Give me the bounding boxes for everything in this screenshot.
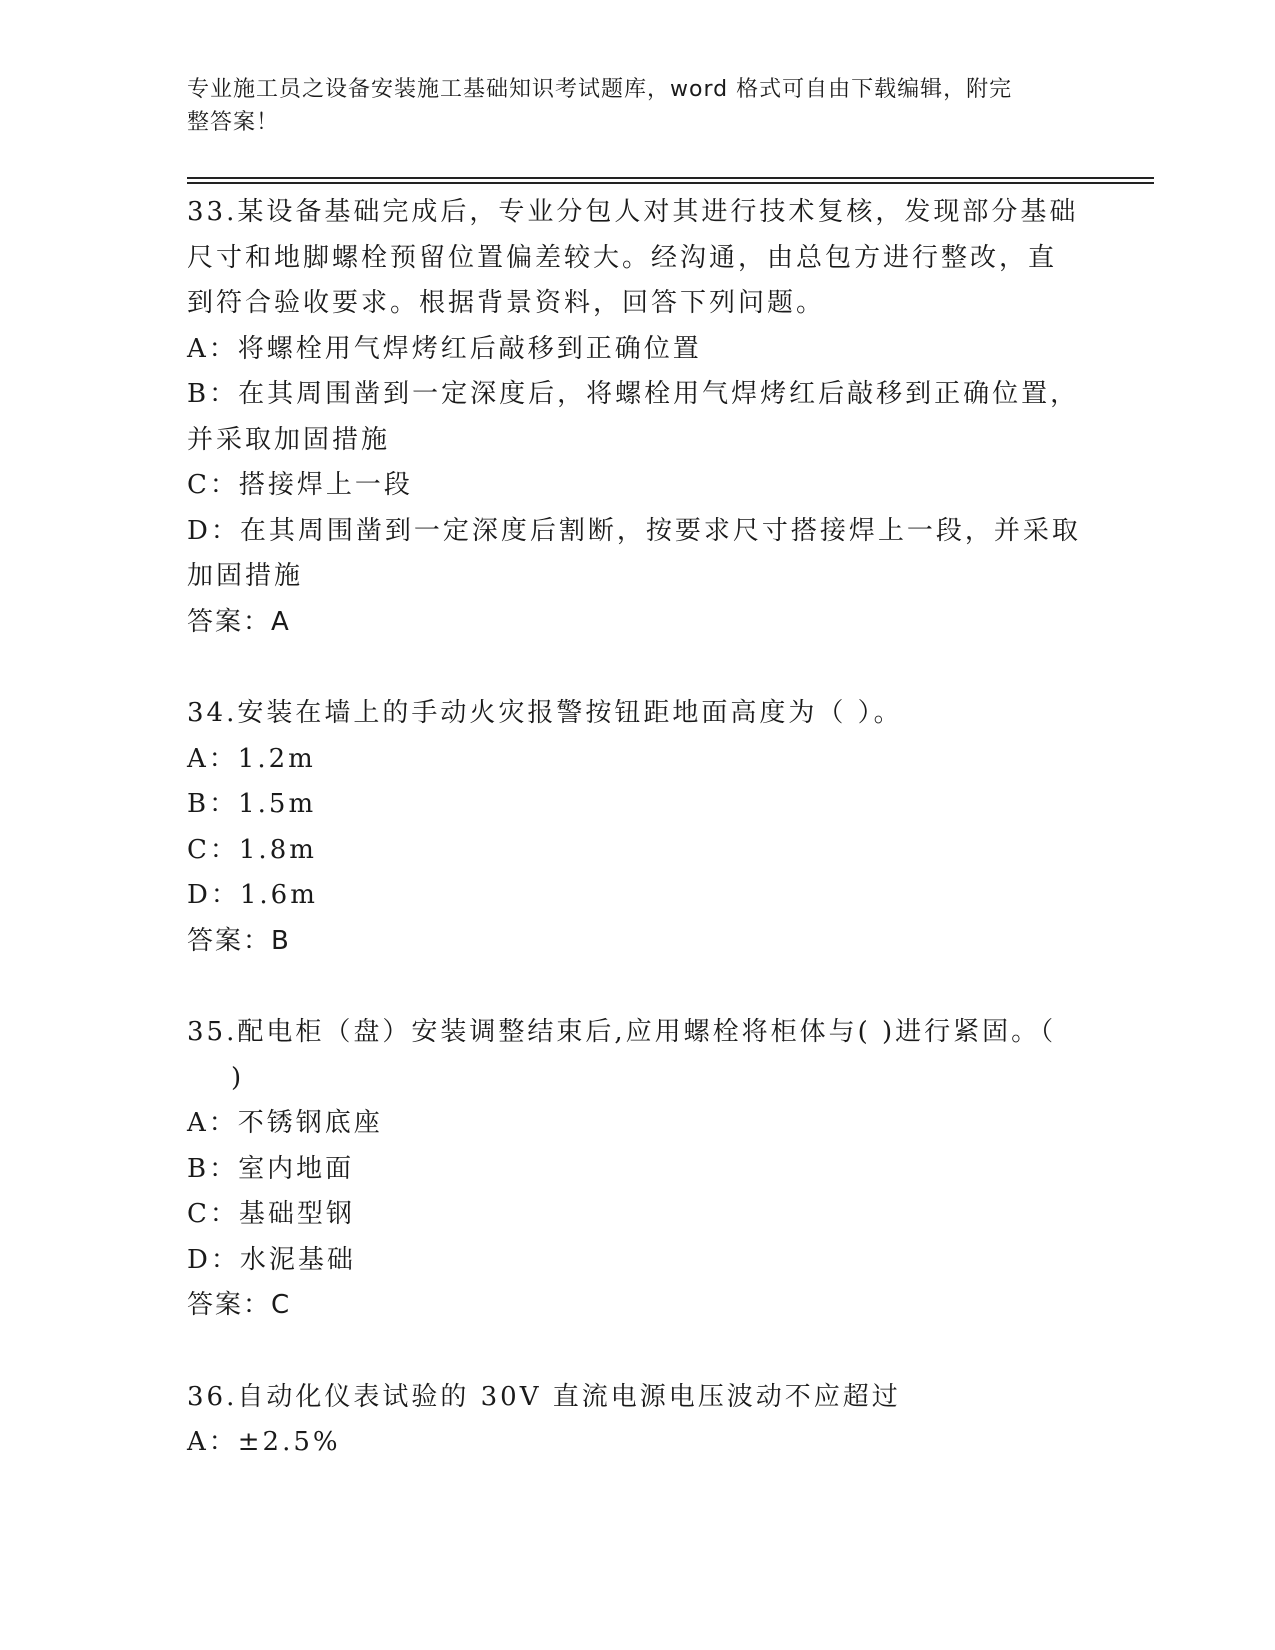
- question-stem-line: 34.安装在墙上的手动火灾报警按钮距地面高度为（ ）。: [187, 698, 903, 728]
- option-c: C：基础型钢: [187, 1199, 355, 1229]
- question-stem-line: 36.自动化仪表试验的 30V 直流电源电压波动不应超过: [187, 1381, 901, 1412]
- question-stem-line: 到符合验收要求。根据背景资料，回答下列问题。: [187, 288, 826, 318]
- option-c: C：搭接焊上一段: [187, 470, 413, 500]
- question-35: [187, 1010, 1087, 1329]
- question-34: [187, 691, 1087, 964]
- option-b: B：在其周围凿到一定深度后，将螺栓用气焊烤红后敲移到正确位置，: [187, 379, 1080, 409]
- option-c: C：1.8m: [187, 834, 317, 865]
- answer-line: 答案：C: [187, 1290, 292, 1320]
- option-a: A：1.2m: [187, 743, 316, 774]
- answer-line: 答案：A: [187, 606, 291, 637]
- option-a: A：将螺栓用气焊烤红后敲移到正确位置: [187, 333, 702, 364]
- header-title-line-2: 整答案！: [187, 110, 280, 135]
- header-title-line-1: 专业施工员之设备安装施工基础知识考试题库，word 格式可自由下载编辑，附完: [187, 77, 1013, 102]
- option-b-continuation: 并采取加固措施: [187, 424, 391, 455]
- header-divider-bottom: [187, 182, 1154, 184]
- question-stem-line: 尺寸和地脚螺栓预留位置偏差较大。经沟通，由总包方进行整改，直: [187, 242, 1058, 273]
- question-stem-line: 35.配电柜（盘）安装调整结束后,应用螺栓将柜体与( )进行紧固。（: [187, 1017, 1057, 1047]
- document-header: [187, 73, 1067, 139]
- header-divider-top: [187, 177, 1154, 179]
- question-33: [187, 190, 1087, 645]
- option-d: D：在其周围凿到一定深度后割断，按要求尺寸搭接焊上一段，并采取: [187, 515, 1081, 546]
- option-a: A：不锈钢底座: [187, 1108, 383, 1138]
- option-b: B：室内地面: [187, 1153, 355, 1184]
- option-a: A：±2.5%: [187, 1427, 341, 1457]
- option-b: B：1.5m: [187, 789, 317, 819]
- answer-line: 答案：B: [187, 925, 291, 956]
- question-36: [187, 1375, 1087, 1466]
- question-stem-line: ): [231, 1062, 245, 1093]
- option-d-continuation: 加固措施: [187, 561, 304, 591]
- option-d: D：1.6m: [187, 880, 318, 910]
- question-list: [187, 190, 1087, 1466]
- option-d: D：水泥基础: [187, 1244, 356, 1275]
- question-stem-line: 33.某设备基础完成后，专业分包人对其进行技术复核，发现部分基础: [187, 197, 1079, 227]
